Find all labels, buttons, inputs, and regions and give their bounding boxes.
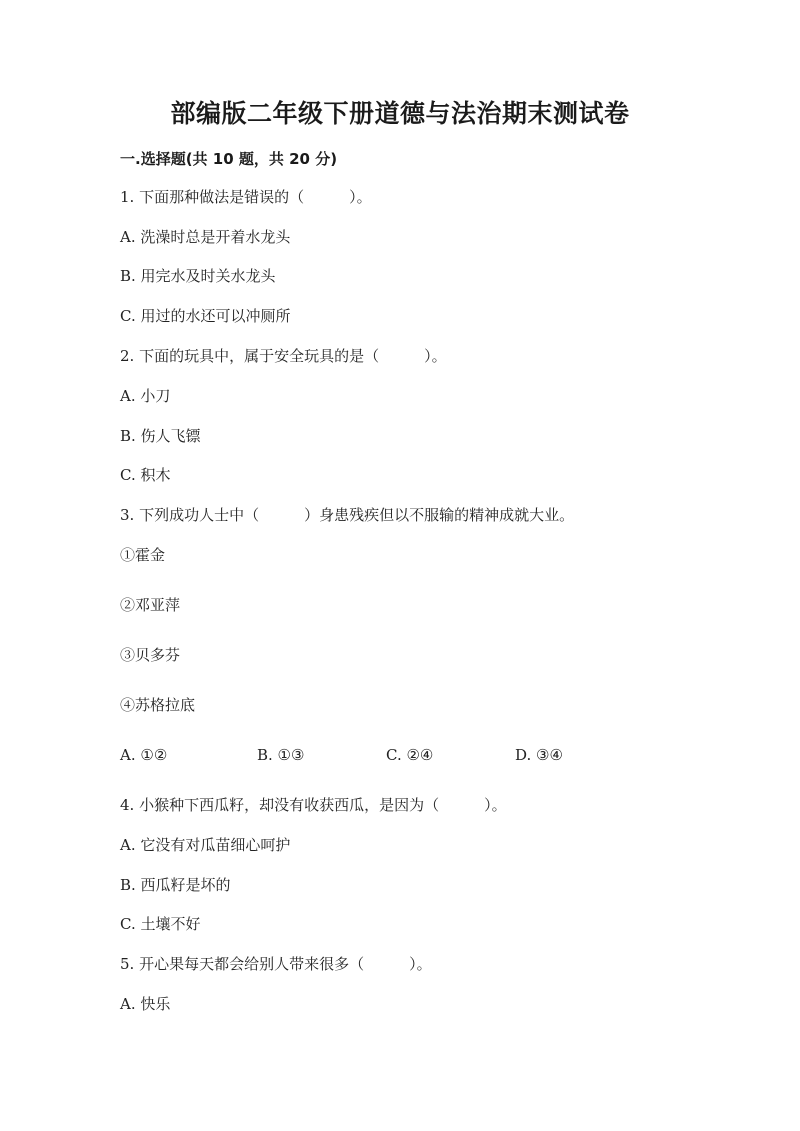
question-1-option-c: C. 用过的水还可以冲厕所 [120,307,291,325]
question-4-option-a: A. 它没有对瓜苗细心呵护 [120,836,291,854]
question-3-option-d: D. ③④ [515,746,563,764]
question-4-option-b: B. 西瓜籽是坏的 [120,876,231,894]
question-2-option-b: B. 伤人飞镖 [120,427,201,445]
question-1-option-a: A. 洗澡时总是开着水龙头 [120,228,291,246]
question-4-option-c: C. 土壤不好 [120,915,201,933]
question-5-option-a: A. 快乐 [120,995,171,1013]
question-3-options [120,745,720,765]
question-3-item-2: ②邓亚萍 [120,596,181,614]
question-3-item-3: ③贝多芬 [120,646,181,664]
question-5-stem: 5. 开心果每天都会给别人带来很多（ ）。 [120,955,432,973]
question-3-item-4: ④苏格拉底 [120,696,196,714]
section-heading: 一.选择题(共 10 题，共 20 分) [120,150,338,168]
question-3-option-a: A. ①② [120,746,168,764]
question-3-option-c: C. ②④ [386,746,434,764]
question-1-stem: 1. 下面那种做法是错误的（ ）。 [120,188,372,206]
page-title: 部编版二年级下册道德与法治期末测试卷 [170,99,630,128]
question-2-stem: 2. 下面的玩具中，属于安全玩具的是（ ）。 [120,347,447,365]
question-2-option-c: C. 积木 [120,466,171,484]
question-4-stem: 4. 小猴种下西瓜籽，却没有收获西瓜，是因为（ ）。 [120,796,507,814]
question-3-stem: 3. 下列成功人士中（ ）身患残疾但以不服输的精神成就大业。 [120,506,575,524]
question-3-item-1: ①霍金 [120,546,166,564]
question-3-option-b: B. ①③ [257,746,305,764]
question-2-option-a: A. 小刀 [120,387,171,405]
question-1-option-b: B. 用完水及时关水龙头 [120,267,276,285]
